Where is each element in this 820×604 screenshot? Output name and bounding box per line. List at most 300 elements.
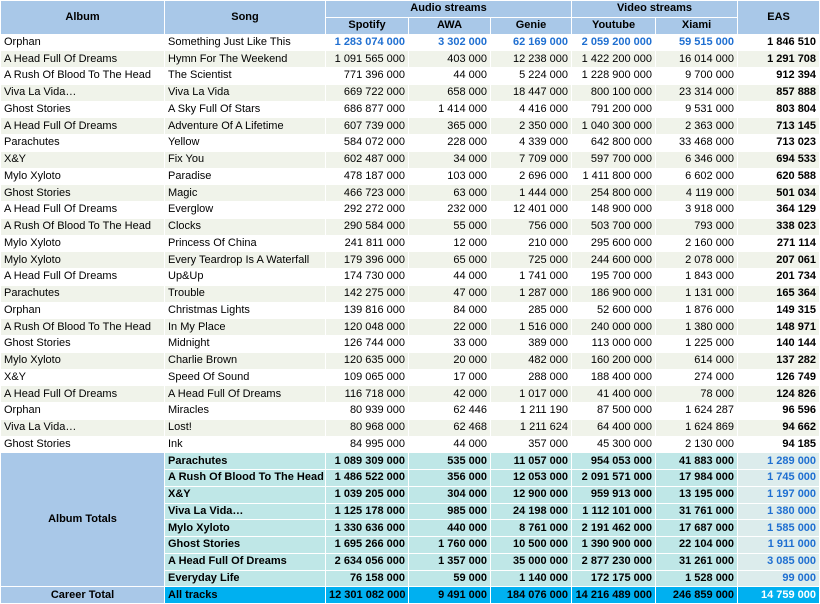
cell-spotify: 584 072 000 — [326, 135, 409, 152]
table-row — [1, 369, 820, 386]
cell-eas: 1 846 510 — [738, 34, 820, 51]
cell-awa: 55 000 — [409, 218, 491, 235]
total-cell-awa: 535 000 — [409, 453, 491, 470]
cell-genie: 12 401 000 — [491, 202, 572, 219]
cell-xiami: 1 380 000 — [656, 319, 738, 336]
cell-album: Ghost Stories — [1, 436, 165, 453]
cell-eas: 694 533 — [738, 151, 820, 168]
cell-song: Paradise — [165, 168, 326, 185]
cell-spotify: 179 396 000 — [326, 252, 409, 269]
cell-album: Parachutes — [1, 135, 165, 152]
cell-spotify: 174 730 000 — [326, 269, 409, 286]
table-row — [1, 285, 820, 302]
song-rows — [1, 34, 820, 453]
total-cell-youtube: 2 091 571 000 — [572, 470, 656, 487]
cell-song: Trouble — [165, 285, 326, 302]
total-cell-genie: 12 053 000 — [491, 470, 572, 487]
cell-spotify: 116 718 000 — [326, 386, 409, 403]
cell-album: A Rush Of Blood To The Head — [1, 68, 165, 85]
header-audio-streams: Audio streams — [326, 1, 572, 18]
cell-genie: 1 017 000 — [491, 386, 572, 403]
header-xiami: Xiami — [656, 17, 738, 34]
total-cell-album: Parachutes — [165, 453, 326, 470]
table-row — [1, 235, 820, 252]
cell-song: Magic — [165, 185, 326, 202]
cell-awa: 44 000 — [409, 68, 491, 85]
cell-xiami: 1 225 000 — [656, 336, 738, 353]
cell-xiami: 1 876 000 — [656, 302, 738, 319]
total-cell-genie: 8 761 000 — [491, 520, 572, 537]
cell-spotify: 290 584 000 — [326, 218, 409, 235]
cell-youtube: 254 800 000 — [572, 185, 656, 202]
cell-genie: 4 339 000 — [491, 135, 572, 152]
cell-youtube: 240 000 000 — [572, 319, 656, 336]
total-cell-eas: 1 197 000 — [738, 486, 820, 503]
cell-genie: 12 238 000 — [491, 51, 572, 68]
cell-song: Hymn For The Weekend — [165, 51, 326, 68]
total-cell-awa: 59 000 — [409, 570, 491, 587]
cell-song: A Sky Full Of Stars — [165, 101, 326, 118]
table-row — [1, 202, 820, 219]
cell-awa: 62 468 — [409, 419, 491, 436]
cell-genie: 1 516 000 — [491, 319, 572, 336]
cell-awa: 17 000 — [409, 369, 491, 386]
cell-genie: 4 416 000 — [491, 101, 572, 118]
album-totals — [1, 453, 820, 604]
header-genie: Genie — [491, 17, 572, 34]
cell-eas: 713 145 — [738, 118, 820, 135]
cell-xiami: 6 346 000 — [656, 151, 738, 168]
cell-xiami: 614 000 — [656, 352, 738, 369]
table-row — [1, 403, 820, 420]
cell-xiami: 1 843 000 — [656, 269, 738, 286]
total-cell-genie: 35 000 000 — [491, 553, 572, 570]
cell-genie: 725 000 — [491, 252, 572, 269]
cell-youtube: 41 400 000 — [572, 386, 656, 403]
cell-song: In My Place — [165, 319, 326, 336]
cell-eas: 912 394 — [738, 68, 820, 85]
cell-spotify: 241 811 000 — [326, 235, 409, 252]
cell-eas: 137 282 — [738, 352, 820, 369]
cell-xiami: 23 314 000 — [656, 84, 738, 101]
cell-eas: 94 185 — [738, 436, 820, 453]
total-cell-spotify: 1 125 178 000 — [326, 503, 409, 520]
cell-awa: 20 000 — [409, 352, 491, 369]
cell-youtube: 244 600 000 — [572, 252, 656, 269]
total-cell-youtube: 172 175 000 — [572, 570, 656, 587]
cell-awa: 103 000 — [409, 168, 491, 185]
cell-youtube: 195 700 000 — [572, 269, 656, 286]
cell-awa: 34 000 — [409, 151, 491, 168]
cell-album: Mylo Xyloto — [1, 252, 165, 269]
cell-spotify: 292 272 000 — [326, 202, 409, 219]
cell-spotify: 80 968 000 — [326, 419, 409, 436]
header-spotify: Spotify — [326, 17, 409, 34]
total-cell-album: A Head Full Of Dreams — [165, 553, 326, 570]
cell-awa: 22 000 — [409, 319, 491, 336]
cell-awa: 3 302 000 — [409, 34, 491, 51]
total-cell-spotify: 76 158 000 — [326, 570, 409, 587]
cell-xiami: 793 000 — [656, 218, 738, 235]
cell-xiami: 9 531 000 — [656, 101, 738, 118]
total-cell-xiami: 22 104 000 — [656, 537, 738, 554]
cell-song: Viva La Vida — [165, 84, 326, 101]
cell-album: A Rush Of Blood To The Head — [1, 319, 165, 336]
career-total-row — [1, 587, 820, 604]
cell-xiami: 3 918 000 — [656, 202, 738, 219]
cell-youtube: 148 900 000 — [572, 202, 656, 219]
cell-album: Orphan — [1, 34, 165, 51]
total-cell-genie: 11 057 000 — [491, 453, 572, 470]
total-cell-youtube: 2 191 462 000 — [572, 520, 656, 537]
cell-spotify: 142 275 000 — [326, 285, 409, 302]
cell-eas: 271 114 — [738, 235, 820, 252]
cell-awa: 228 000 — [409, 135, 491, 152]
table-row — [1, 386, 820, 403]
total-cell-xiami: 31 261 000 — [656, 553, 738, 570]
cell-spotify: 126 744 000 — [326, 336, 409, 353]
cell-song: Charlie Brown — [165, 352, 326, 369]
cell-eas: 148 971 — [738, 319, 820, 336]
total-cell-album: Ghost Stories — [165, 537, 326, 554]
cell-eas: 140 144 — [738, 336, 820, 353]
cell-song: Princess Of China — [165, 235, 326, 252]
cell-genie: 285 000 — [491, 302, 572, 319]
career-cell-youtube: 14 216 489 000 — [572, 587, 656, 604]
total-cell-eas: 1 585 000 — [738, 520, 820, 537]
total-cell-album: A Rush Of Blood To The Head — [165, 470, 326, 487]
cell-xiami: 59 515 000 — [656, 34, 738, 51]
cell-genie: 1 741 000 — [491, 269, 572, 286]
cell-album: Viva La Vida… — [1, 419, 165, 436]
cell-album: Orphan — [1, 302, 165, 319]
cell-spotify: 120 048 000 — [326, 319, 409, 336]
total-cell-xiami: 1 528 000 — [656, 570, 738, 587]
cell-awa: 44 000 — [409, 269, 491, 286]
table-row — [1, 419, 820, 436]
table-row — [1, 68, 820, 85]
total-cell-spotify: 1 486 522 000 — [326, 470, 409, 487]
total-cell-spotify: 1 330 636 000 — [326, 520, 409, 537]
cell-spotify: 686 877 000 — [326, 101, 409, 118]
cell-youtube: 113 000 000 — [572, 336, 656, 353]
cell-eas: 124 826 — [738, 386, 820, 403]
cell-eas: 94 662 — [738, 419, 820, 436]
cell-song: A Head Full Of Dreams — [165, 386, 326, 403]
total-cell-album: Everyday Life — [165, 570, 326, 587]
total-cell-album: Viva La Vida… — [165, 503, 326, 520]
cell-album: Ghost Stories — [1, 336, 165, 353]
total-cell-album: Mylo Xyloto — [165, 520, 326, 537]
cell-awa: 658 000 — [409, 84, 491, 101]
cell-song: Everglow — [165, 202, 326, 219]
cell-song: Yellow — [165, 135, 326, 152]
cell-awa: 63 000 — [409, 185, 491, 202]
cell-album: A Head Full Of Dreams — [1, 269, 165, 286]
cell-genie: 18 447 000 — [491, 84, 572, 101]
cell-youtube: 295 600 000 — [572, 235, 656, 252]
table-row — [1, 436, 820, 453]
cell-youtube: 52 600 000 — [572, 302, 656, 319]
cell-album: A Head Full Of Dreams — [1, 118, 165, 135]
table-row — [1, 101, 820, 118]
total-cell-eas: 3 085 000 — [738, 553, 820, 570]
cell-awa: 403 000 — [409, 51, 491, 68]
cell-eas: 338 023 — [738, 218, 820, 235]
cell-genie: 357 000 — [491, 436, 572, 453]
cell-eas: 165 364 — [738, 285, 820, 302]
cell-youtube: 503 700 000 — [572, 218, 656, 235]
cell-awa: 47 000 — [409, 285, 491, 302]
cell-xiami: 16 014 000 — [656, 51, 738, 68]
table-row — [1, 168, 820, 185]
cell-album: A Head Full Of Dreams — [1, 386, 165, 403]
cell-xiami: 274 000 — [656, 369, 738, 386]
total-cell-xiami: 17 687 000 — [656, 520, 738, 537]
cell-youtube: 800 100 000 — [572, 84, 656, 101]
cell-youtube: 160 200 000 — [572, 352, 656, 369]
cell-spotify: 120 635 000 — [326, 352, 409, 369]
cell-xiami: 4 119 000 — [656, 185, 738, 202]
total-cell-spotify: 1 039 205 000 — [326, 486, 409, 503]
table-row — [1, 352, 820, 369]
cell-spotify: 1 091 565 000 — [326, 51, 409, 68]
cell-genie: 1 211 624 — [491, 419, 572, 436]
table-row — [1, 252, 820, 269]
total-cell-xiami: 17 984 000 — [656, 470, 738, 487]
total-cell-eas: 1 380 000 — [738, 503, 820, 520]
cell-xiami: 2 363 000 — [656, 118, 738, 135]
total-cell-eas: 1 745 000 — [738, 470, 820, 487]
total-cell-xiami: 41 883 000 — [656, 453, 738, 470]
cell-album: Mylo Xyloto — [1, 352, 165, 369]
cell-album: Parachutes — [1, 285, 165, 302]
cell-genie: 2 350 000 — [491, 118, 572, 135]
cell-eas: 713 023 — [738, 135, 820, 152]
cell-spotify: 602 487 000 — [326, 151, 409, 168]
cell-youtube: 791 200 000 — [572, 101, 656, 118]
cell-album: Ghost Stories — [1, 101, 165, 118]
total-cell-eas: 1 911 000 — [738, 537, 820, 554]
table-row — [1, 185, 820, 202]
cell-youtube: 2 059 200 000 — [572, 34, 656, 51]
header-video-streams: Video streams — [572, 1, 738, 18]
cell-eas: 1 291 708 — [738, 51, 820, 68]
cell-youtube: 188 400 000 — [572, 369, 656, 386]
cell-album: X&Y — [1, 151, 165, 168]
cell-xiami: 1 131 000 — [656, 285, 738, 302]
cell-spotify: 84 995 000 — [326, 436, 409, 453]
cell-xiami: 1 624 287 — [656, 403, 738, 420]
album-totals-label: Album Totals — [1, 453, 165, 587]
career-cell-xiami: 246 859 000 — [656, 587, 738, 604]
cell-song: Miracles — [165, 403, 326, 420]
cell-eas: 857 888 — [738, 84, 820, 101]
cell-xiami: 2 130 000 — [656, 436, 738, 453]
total-cell-genie: 10 500 000 — [491, 537, 572, 554]
total-cell-genie: 1 140 000 — [491, 570, 572, 587]
cell-spotify: 478 187 000 — [326, 168, 409, 185]
cell-awa: 33 000 — [409, 336, 491, 353]
header-youtube: Youtube — [572, 17, 656, 34]
total-cell-awa: 440 000 — [409, 520, 491, 537]
cell-song: Midnight — [165, 336, 326, 353]
table-row — [1, 34, 820, 51]
cell-genie: 62 169 000 — [491, 34, 572, 51]
cell-song: Up&Up — [165, 269, 326, 286]
cell-xiami: 2 160 000 — [656, 235, 738, 252]
header-eas: EAS — [738, 1, 820, 35]
cell-song: Something Just Like This — [165, 34, 326, 51]
total-cell-xiami: 13 195 000 — [656, 486, 738, 503]
cell-song: Speed Of Sound — [165, 369, 326, 386]
cell-spotify: 607 739 000 — [326, 118, 409, 135]
cell-xiami: 1 624 869 — [656, 419, 738, 436]
header-album: Album — [1, 1, 165, 35]
cell-youtube: 597 700 000 — [572, 151, 656, 168]
table-row — [1, 118, 820, 135]
table-row — [1, 135, 820, 152]
total-cell-youtube: 2 877 230 000 — [572, 553, 656, 570]
cell-song: Every Teardrop Is A Waterfall — [165, 252, 326, 269]
cell-awa: 12 000 — [409, 235, 491, 252]
cell-youtube: 64 400 000 — [572, 419, 656, 436]
career-cell-genie: 184 076 000 — [491, 587, 572, 604]
table-row — [1, 336, 820, 353]
cell-eas: 501 034 — [738, 185, 820, 202]
total-cell-youtube: 959 913 000 — [572, 486, 656, 503]
total-cell-eas: 99 000 — [738, 570, 820, 587]
total-cell-xiami: 31 761 000 — [656, 503, 738, 520]
total-cell-awa: 1 357 000 — [409, 553, 491, 570]
cell-album: Orphan — [1, 403, 165, 420]
table-row — [1, 151, 820, 168]
cell-album: A Head Full Of Dreams — [1, 202, 165, 219]
total-cell-spotify: 2 634 056 000 — [326, 553, 409, 570]
cell-awa: 44 000 — [409, 436, 491, 453]
cell-awa: 42 000 — [409, 386, 491, 403]
cell-spotify: 771 396 000 — [326, 68, 409, 85]
cell-album: X&Y — [1, 369, 165, 386]
cell-song: Christmas Lights — [165, 302, 326, 319]
cell-youtube: 1 040 300 000 — [572, 118, 656, 135]
table-row — [1, 218, 820, 235]
cell-song: Lost! — [165, 419, 326, 436]
cell-spotify: 109 065 000 — [326, 369, 409, 386]
total-cell-awa: 356 000 — [409, 470, 491, 487]
cell-eas: 201 734 — [738, 269, 820, 286]
table-row — [1, 302, 820, 319]
total-cell-genie: 24 198 000 — [491, 503, 572, 520]
cell-xiami: 9 700 000 — [656, 68, 738, 85]
cell-awa: 62 446 — [409, 403, 491, 420]
total-cell-awa: 304 000 — [409, 486, 491, 503]
cell-awa: 84 000 — [409, 302, 491, 319]
cell-youtube: 642 800 000 — [572, 135, 656, 152]
cell-song: Ink — [165, 436, 326, 453]
cell-eas: 207 061 — [738, 252, 820, 269]
cell-xiami: 33 468 000 — [656, 135, 738, 152]
total-cell-album: X&Y — [165, 486, 326, 503]
cell-eas: 620 588 — [738, 168, 820, 185]
cell-eas: 364 129 — [738, 202, 820, 219]
cell-eas: 149 315 — [738, 302, 820, 319]
cell-youtube: 186 900 000 — [572, 285, 656, 302]
total-cell-youtube: 954 053 000 — [572, 453, 656, 470]
cell-album: Mylo Xyloto — [1, 168, 165, 185]
cell-eas: 96 596 — [738, 403, 820, 420]
career-cell-song: All tracks — [165, 587, 326, 604]
cell-youtube: 87 500 000 — [572, 403, 656, 420]
cell-xiami: 6 602 000 — [656, 168, 738, 185]
cell-song: Fix You — [165, 151, 326, 168]
album-total-row — [1, 453, 820, 470]
cell-album: Viva La Vida… — [1, 84, 165, 101]
career-cell-eas: 14 759 000 — [738, 587, 820, 604]
cell-song: Clocks — [165, 218, 326, 235]
total-cell-awa: 985 000 — [409, 503, 491, 520]
cell-spotify: 669 722 000 — [326, 84, 409, 101]
cell-xiami: 2 078 000 — [656, 252, 738, 269]
cell-youtube: 45 300 000 — [572, 436, 656, 453]
total-cell-spotify: 1 089 309 000 — [326, 453, 409, 470]
cell-awa: 65 000 — [409, 252, 491, 269]
cell-genie: 1 287 000 — [491, 285, 572, 302]
total-cell-spotify: 1 695 266 000 — [326, 537, 409, 554]
cell-eas: 126 749 — [738, 369, 820, 386]
table-row — [1, 51, 820, 68]
cell-genie: 389 000 — [491, 336, 572, 353]
cell-eas: 803 804 — [738, 101, 820, 118]
cell-album: Ghost Stories — [1, 185, 165, 202]
cell-spotify: 80 939 000 — [326, 403, 409, 420]
total-cell-youtube: 1 112 101 000 — [572, 503, 656, 520]
cell-genie: 1 444 000 — [491, 185, 572, 202]
cell-awa: 365 000 — [409, 118, 491, 135]
cell-genie: 7 709 000 — [491, 151, 572, 168]
career-cell-spotify: 12 301 082 000 — [326, 587, 409, 604]
total-cell-youtube: 1 390 900 000 — [572, 537, 656, 554]
total-cell-awa: 1 760 000 — [409, 537, 491, 554]
cell-youtube: 1 228 900 000 — [572, 68, 656, 85]
header-song: Song — [165, 1, 326, 35]
cell-xiami: 78 000 — [656, 386, 738, 403]
cell-awa: 232 000 — [409, 202, 491, 219]
header-awa: AWA — [409, 17, 491, 34]
total-cell-eas: 1 289 000 — [738, 453, 820, 470]
cell-youtube: 1 411 800 000 — [572, 168, 656, 185]
career-cell-awa: 9 491 000 — [409, 587, 491, 604]
cell-song: The Scientist — [165, 68, 326, 85]
table-row — [1, 84, 820, 101]
cell-genie: 2 696 000 — [491, 168, 572, 185]
cell-youtube: 1 422 200 000 — [572, 51, 656, 68]
cell-genie: 288 000 — [491, 369, 572, 386]
cell-album: A Head Full Of Dreams — [1, 51, 165, 68]
cell-genie: 756 000 — [491, 218, 572, 235]
cell-album: Mylo Xyloto — [1, 235, 165, 252]
table-row — [1, 319, 820, 336]
cell-genie: 482 000 — [491, 352, 572, 369]
table-row — [1, 269, 820, 286]
cell-spotify: 139 816 000 — [326, 302, 409, 319]
total-cell-genie: 12 900 000 — [491, 486, 572, 503]
cell-album: A Rush Of Blood To The Head — [1, 218, 165, 235]
cell-genie: 1 211 190 — [491, 403, 572, 420]
cell-genie: 5 224 000 — [491, 68, 572, 85]
cell-genie: 210 000 — [491, 235, 572, 252]
cell-spotify: 466 723 000 — [326, 185, 409, 202]
